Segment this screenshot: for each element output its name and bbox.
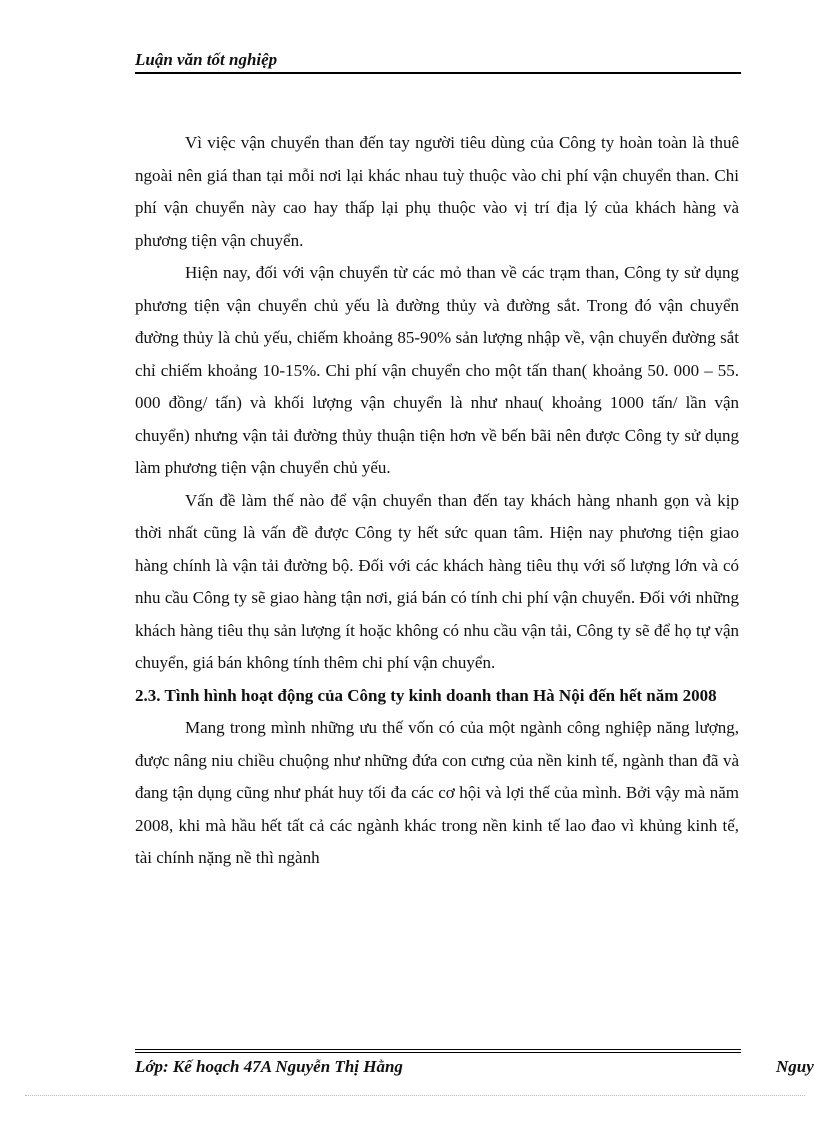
footer-class-author: Lớp: Kế hoạch 47A Nguyễn Thị Hằng — [135, 1057, 403, 1076]
document-body — [135, 127, 739, 875]
footer-rule — [135, 1052, 741, 1053]
section-paragraph: Mang trong mình những ưu thế vốn có của một ngành công nghiệp năng lượng, được nâng niu chiều chuộng như những đứa con cưng của nền kinh tế, ngành than đã và đang tận dụng cũng như phát huy tối đa các cơ hội và lợi thế của mình. Bởi vậy mà năm 2008, khi mà hầu hết tất cả các ngành khác trong nền kinh tế lao đao vì khủng kinh tế, tài chính nặng nề thì ngành — [135, 718, 739, 867]
footer-rule — [135, 1049, 741, 1050]
page-header — [135, 50, 741, 74]
body-paragraph: Vì việc vận chuyển than đến tay người tiêu dùng của Công ty hoàn toàn là thuê ngoài nên giá than tại mỗi nơi lại khác nhau tuỳ thuộc vào chi phí vận chuyển than. Chi phí vận chuyển này cao hay thấp lại phụ thuộc vào vị trí địa lý của khách hàng và phương tiện vận chuyển. — [135, 133, 739, 250]
section-heading: 2.3. Tình hình hoạt động của Công ty kinh doanh than Hà Nội đến hết năm 2008 — [135, 685, 717, 705]
header-title: Luận văn tốt nghiệp — [135, 50, 278, 69]
body-paragraph: Hiện nay, đối với vận chuyển từ các mỏ than về các trạm than, Công ty sử dụng phương tiện vận chuyển chủ yếu là đường thủy và đường sắt. Trong đó vận chuyển đường thủy là chủ yếu, chiếm khoảng 85-90% sản lượng nhập về, vận chuyển đường sắt chỉ chiếm khoảng 10-15%. Chi phí vận chuyển cho một tấn than( khoảng 50. 000 – 55. 000 đồng/ tấn) và khối lượng vận chuyển là như nhau( khoảng 1000 tấn/ lần vận chuyển) nhưng vận tải đường thủy thuận tiện hơn về bến bãi nên được Công ty sử dụng làm phương tiện vận chuyển chủ yếu. — [135, 263, 739, 477]
footer-truncated-name: Nguy — [776, 1057, 814, 1076]
body-paragraph: Vấn đề làm thế nào để vận chuyển than đến tay khách hàng nhanh gọn và kịp thời nhất cũng là vấn đề được Công ty hết sức quan tâm. Hiện nay phương tiện giao hàng chính là vận tải đường bộ. Đối với các khách hàng tiêu thụ với số lượng lớn và có nhu cầu Công ty sẽ giao hàng tận nơi, giá bán có tính chi phí vận chuyển. Đối với những khách hàng tiêu thụ sản lượng ít hoặc không có nhu cầu vận tải, Công ty sẽ để họ tự vận chuyển, giá bán không tính thêm chi phí vận chuyển. — [135, 490, 739, 672]
page-edge-divider — [25, 1095, 805, 1096]
